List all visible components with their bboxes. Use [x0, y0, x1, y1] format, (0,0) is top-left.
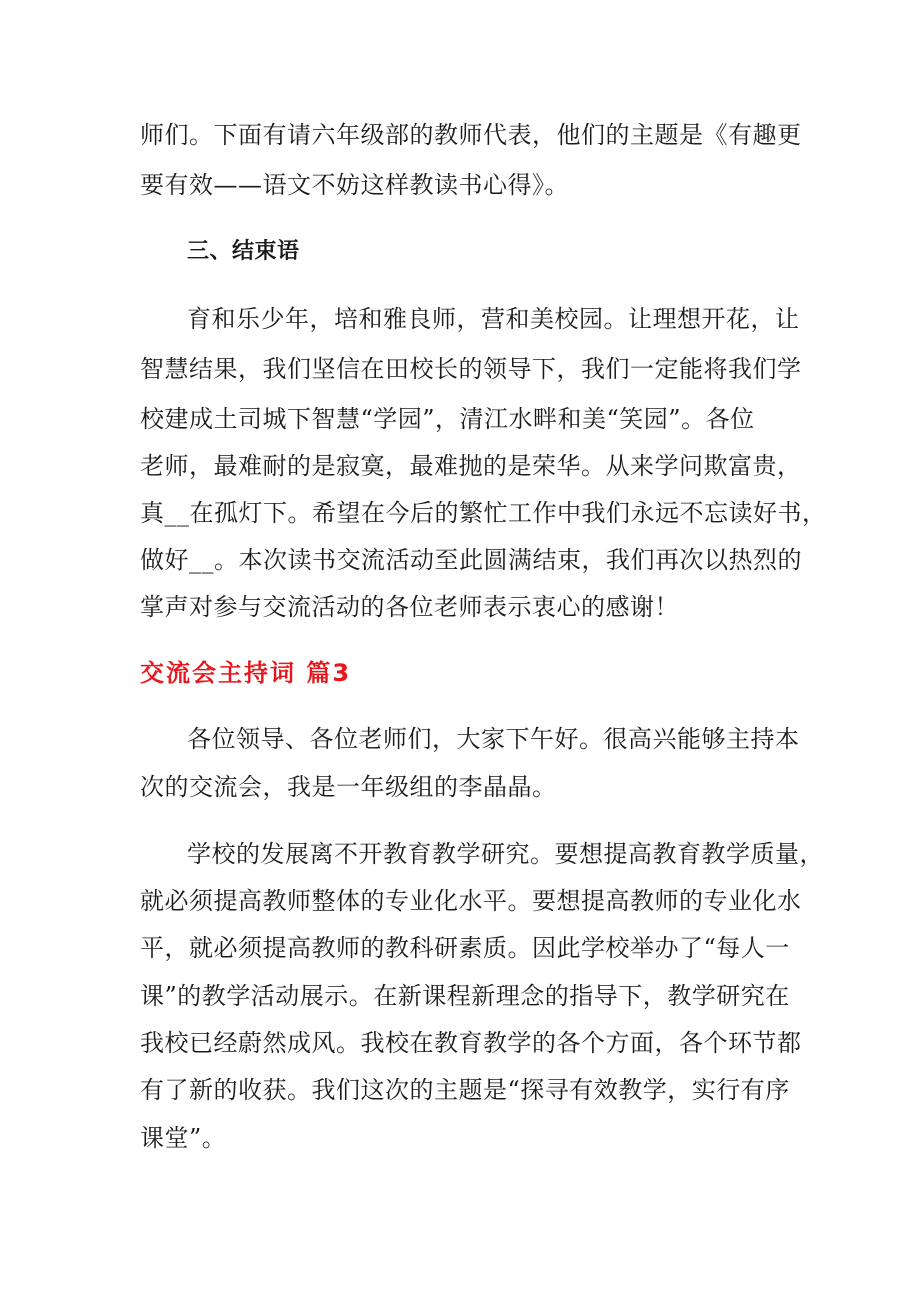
paragraph-b-line-5: 真__在孤灯下。希望在今后的繁忙工作中我们永远不忘读好书， — [140, 499, 827, 527]
paragraph-d-line-7: 课堂”。 — [140, 1124, 227, 1152]
section-title: 交流会主持词 篇3 — [140, 659, 352, 687]
paragraph-d-line-2: 就必须提高教师整体的专业化水平。要想提高教师的专业化水 — [140, 887, 802, 915]
paragraph-d-line-3: 平，就必须提高教师的教科研素质。因此学校举办了“每人一 — [140, 934, 790, 962]
paragraph-c-line-1: 各位领导、各位老师们，大家下午好。很高兴能够主持本 — [187, 725, 800, 753]
paragraph-c-line-2: 次的交流会，我是一年级组的李晶晶。 — [140, 773, 557, 801]
paragraph-d-line-5: 我校已经蔚然成风。我校在教育教学的各个方面，各个环节都 — [140, 1029, 802, 1057]
paragraph-d-line-4: 课”的教学活动展示。在新课程新理念的指导下，教学研究在 — [140, 982, 790, 1010]
paragraph-a-line-2: 要有效——语文不妨这样教读书心得》。 — [140, 171, 569, 199]
paragraph-b-line-2: 智慧结果，我们坚信在田校长的领导下，我们一定能将我们学 — [140, 355, 802, 383]
conclusion-heading: 三、结束语 — [187, 239, 300, 264]
paragraph-d-line-6: 有了新的收获。我们这次的主题是“探寻有效教学，实行有序 — [140, 1076, 790, 1104]
paragraph-b-line-1: 育和乐少年，培和雅良师，营和美校园。让理想开花，让 — [187, 305, 800, 333]
paragraph-b-line-7: 掌声对参与交流活动的各位老师表示衷心的感谢！ — [140, 593, 679, 621]
paragraph-b-line-3: 校建成土司城下智慧“学园”，清江水畔和美“笑园”。各位 — [140, 405, 755, 433]
paragraph-b-line-4: 老师，最难耐的是寂寞，最难抛的是荣华。从来学问欺富贵， — [140, 452, 802, 480]
paragraph-b-line-6: 做好__。本次读书交流活动至此圆满结束，我们再次以热烈的 — [140, 546, 802, 574]
paragraph-d-line-1: 学校的发展离不开教育教学研究。要想提高教育教学质量， — [187, 840, 824, 868]
paragraph-a-line-1: 师们。下面有请六年级部的教师代表，他们的主题是《有趣更 — [140, 121, 802, 149]
